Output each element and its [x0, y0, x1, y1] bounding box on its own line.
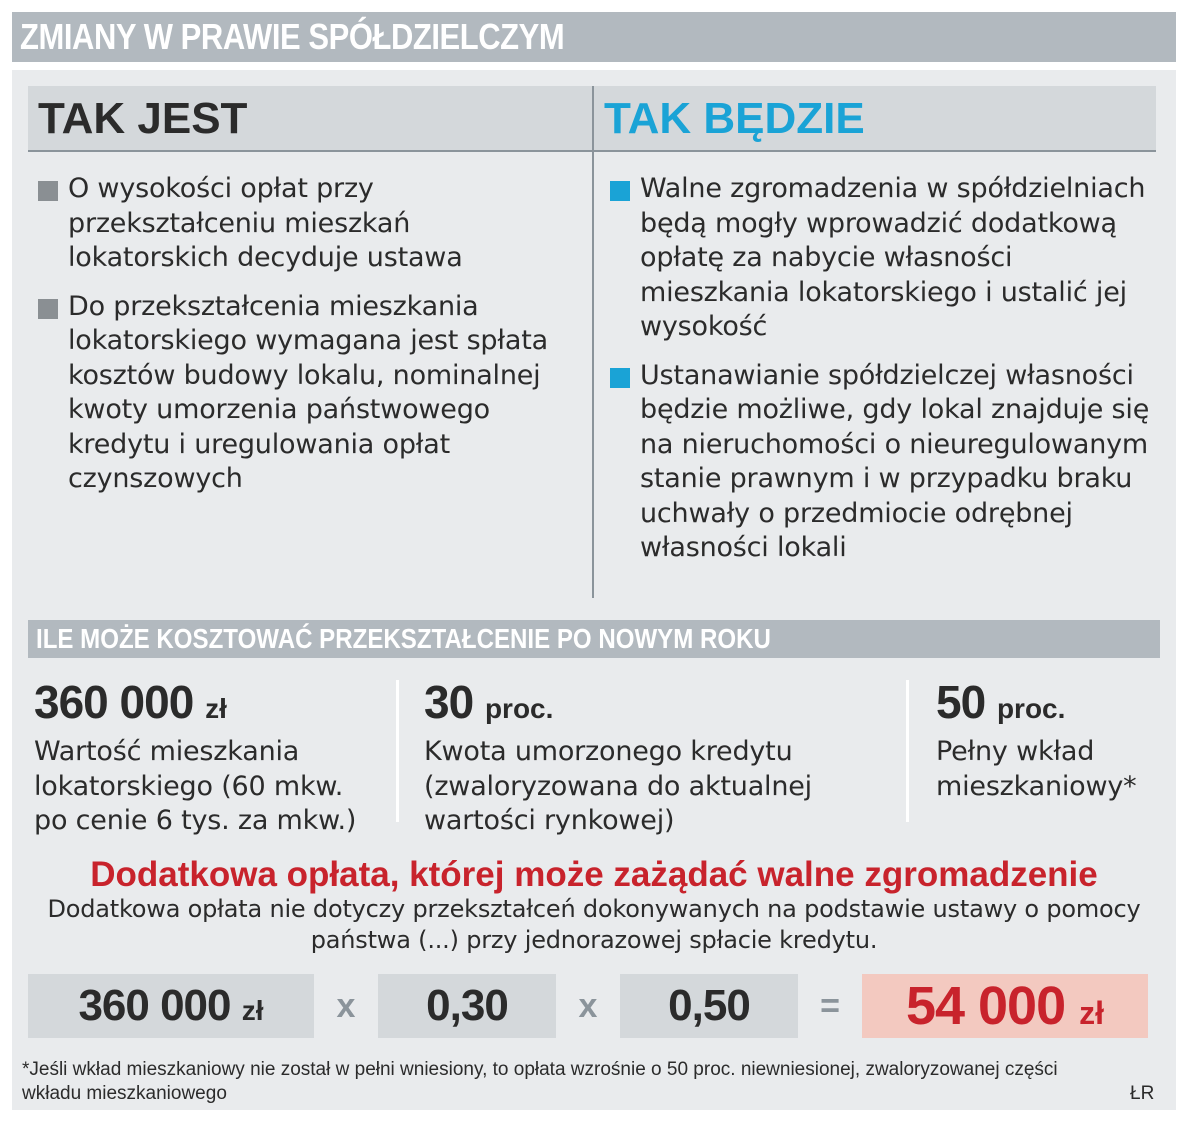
current-rules-list [38, 172, 578, 511]
multiply-sign: x [578, 987, 598, 1025]
cost-section-heading [28, 620, 1160, 658]
stat-description: Wartość mieszkania lokatorskiego (60 mkw. po cenie 6 tys. za mkw.) [34, 736, 357, 836]
list-item-text: Ustanawianie spółdzielczej własności będzie możliwe, gdy lokal znajduje się na nieruchomości o nieuregulowanym stanie prawnym i w przypadku braku uchwały o przedmiocie odrębnej własności lokali [640, 359, 1150, 563]
list-item [610, 172, 1160, 345]
list-item-text: O wysokości opłat przy przekształceniu mieszkań lokatorskich decyduje ustawa [68, 173, 463, 273]
list-item [38, 290, 578, 497]
calc-apartment-value-box [28, 974, 314, 1038]
stat-value [34, 676, 384, 735]
stat-apartment-value [34, 676, 384, 839]
stat-number: 50 [936, 676, 986, 728]
list-item-text: Walne zgromadzenia w spółdzielniach będą mogły wprowadzić dodatkową opłatę za nabycie własności mieszkania lokatorskiego i ustalić jej wysokość [640, 173, 1146, 342]
stat-unit: proc. [996, 693, 1066, 724]
stat-value [424, 676, 894, 735]
stat-description: Kwota umorzonego kredytu (zwaloryzowana do aktualnej wartości rynkowej) [424, 736, 812, 836]
stat-unit: zł [205, 693, 227, 724]
stat-credit-amount [424, 676, 894, 839]
stat-value [936, 676, 1166, 735]
heading-tak-bedzie: TAK BĘDZIE [594, 86, 1156, 152]
stat-unit: proc. [484, 693, 554, 724]
cost-section-heading-text: ILE MOŻE KOSZTOWAĆ PRZEKSZTAŁCENIE PO NOWYM ROKU [36, 623, 771, 654]
list-item-text: Do przekształcenia mieszkania lokatorskiego wymagana jest spłata kosztów budowy lokalu, nominalnej kwoty umorzenia państwowego kredytu i uregulowania opłat czynszowych [68, 290, 548, 494]
calc-result-unit: zł [1079, 995, 1105, 1031]
calc-result-box [862, 974, 1148, 1038]
additional-fee-headline: Dodatkowa opłata, której może zażądać walne zgromadzenie [90, 855, 1098, 894]
calc-credit-factor-box [378, 974, 556, 1038]
stat-housing-contribution [936, 676, 1166, 804]
calc-number: 0,50 [668, 981, 750, 1030]
stat-divider [396, 680, 399, 822]
stat-divider [906, 680, 909, 822]
blue-square-bullet-icon [610, 181, 630, 201]
column-divider [592, 86, 594, 598]
calc-result-number: 54 000 [905, 976, 1066, 1036]
list-item [610, 359, 1160, 566]
page-title [12, 12, 1176, 62]
calc-number: 0,30 [426, 981, 508, 1030]
heading-tak-jest: TAK JEST [28, 86, 592, 152]
gray-square-bullet-icon [38, 299, 58, 319]
stat-number: 360 000 [34, 676, 194, 728]
multiply-sign: x [336, 987, 356, 1025]
stat-number: 30 [424, 676, 474, 728]
calc-unit: zł [241, 995, 264, 1026]
author-credit: ŁR [1130, 1083, 1155, 1104]
title-text: ZMIANY W PRAWIE SPÓŁDZIELCZYM [20, 16, 565, 57]
list-item [38, 172, 578, 276]
new-rules-list [610, 172, 1160, 580]
stat-description: Pełny wkład mieszkaniowy* [936, 736, 1137, 802]
gray-square-bullet-icon [38, 181, 58, 201]
calc-number: 360 000 [78, 981, 231, 1030]
footnote: *Jeśli wkład mieszkaniowy nie został w pełni wniesiony, to opłata wzrośnie o 50 proc. niewniesionej, zwaloryzowanej części wkładu mieszkaniowego [22, 1059, 1058, 1104]
blue-square-bullet-icon [610, 368, 630, 388]
additional-fee-note: Dodatkowa opłata nie dotyczy przekształceń dokonywanych na podstawie ustawy o pomocy państwa (...) przy jednorazowej spłacie kredytu. [47, 895, 1141, 954]
equals-sign: = [820, 987, 840, 1025]
calc-contribution-factor-box [620, 974, 798, 1038]
